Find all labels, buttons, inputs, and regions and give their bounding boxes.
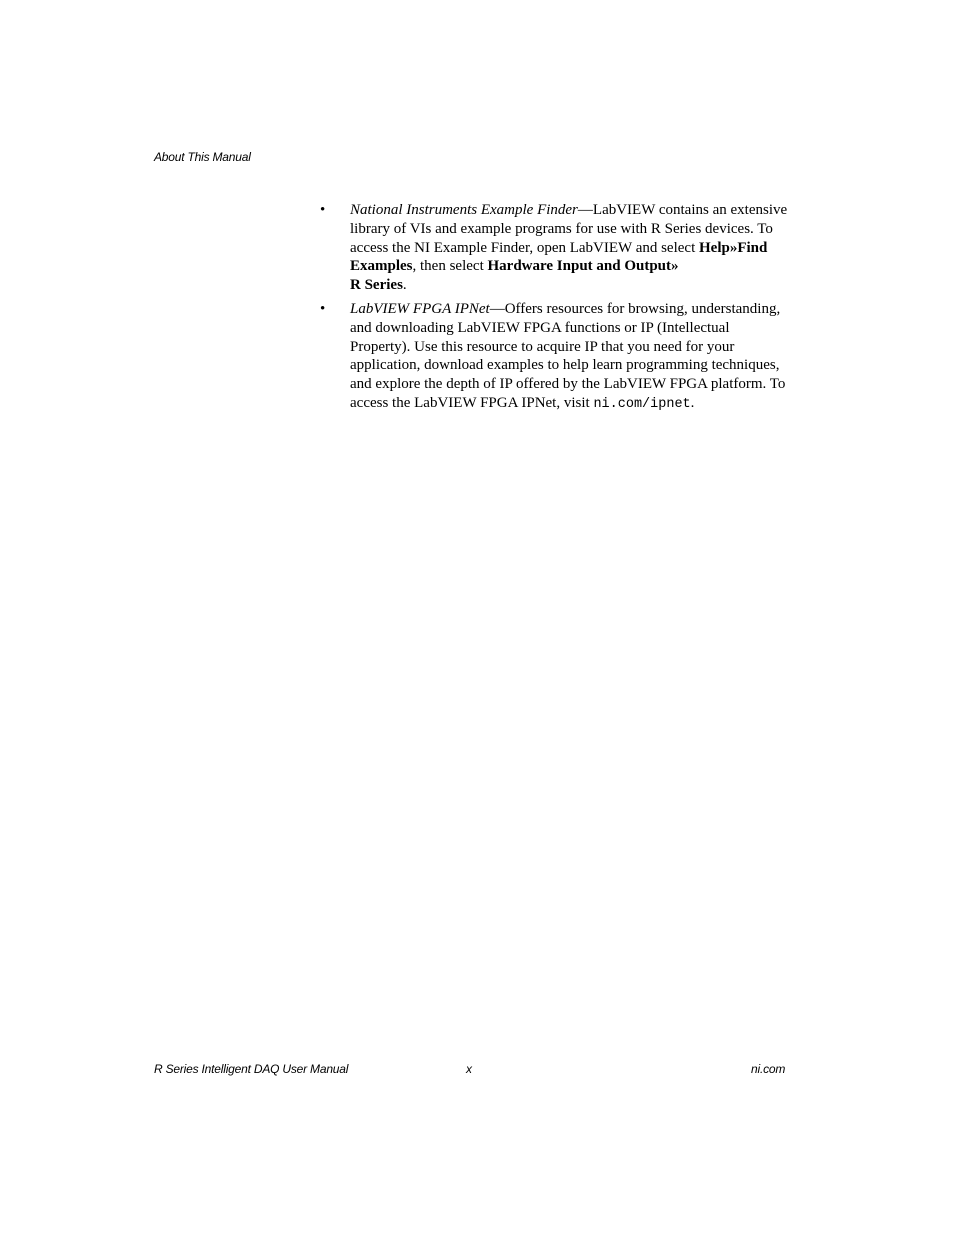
term-fpga-ipnet: LabVIEW FPGA IPNet bbox=[350, 300, 490, 317]
list-item-fpga-ipnet bbox=[316, 300, 796, 415]
list-item-text bbox=[350, 201, 790, 295]
menu-path-find-examples: Help»Find Examples bbox=[350, 239, 768, 275]
description-text: LabVIEW contains an extensive library of VIs and example programs for use with R Series devices. To access the NI Example Finder, open LabVIEW and select bbox=[350, 202, 788, 256]
footer-page-number: x bbox=[466, 1062, 472, 1076]
sentence-end: . bbox=[402, 277, 407, 294]
menu-path-r-series: R Series bbox=[350, 277, 403, 294]
footer-manual-title: R Series Intelligent DAQ User Manual bbox=[154, 1062, 349, 1076]
running-header: About This Manual bbox=[154, 150, 251, 164]
list-item-example-finder bbox=[316, 201, 796, 295]
term-example-finder: National Instruments Example Finder bbox=[350, 202, 578, 218]
list-item-text bbox=[350, 300, 790, 415]
ipnet-link[interactable]: ni.com/ipnet bbox=[593, 396, 691, 412]
em-dash: — bbox=[577, 202, 593, 218]
footer-site: ni.com bbox=[751, 1062, 786, 1076]
menu-path-hardware-io: Hardware Input and Output» bbox=[487, 258, 679, 275]
em-dash: — bbox=[489, 300, 505, 317]
description-text: , then select bbox=[412, 258, 488, 275]
sentence-end: . bbox=[690, 394, 695, 411]
description-text: Offers resources for browsing, understanding, and downloading LabVIEW FPGA functions or IP (Intellectual Property). Use this resource to acquire IP that you need for your application, download examples to help learn programming techniques, and explore the depth of IP offered by the LabVIEW FPGA platform. To access the LabVIEW FPGA IPNet, visit bbox=[350, 300, 786, 411]
bullet-glyph: • bbox=[320, 300, 326, 317]
bullet-glyph: • bbox=[320, 202, 326, 218]
resource-list bbox=[316, 201, 796, 420]
